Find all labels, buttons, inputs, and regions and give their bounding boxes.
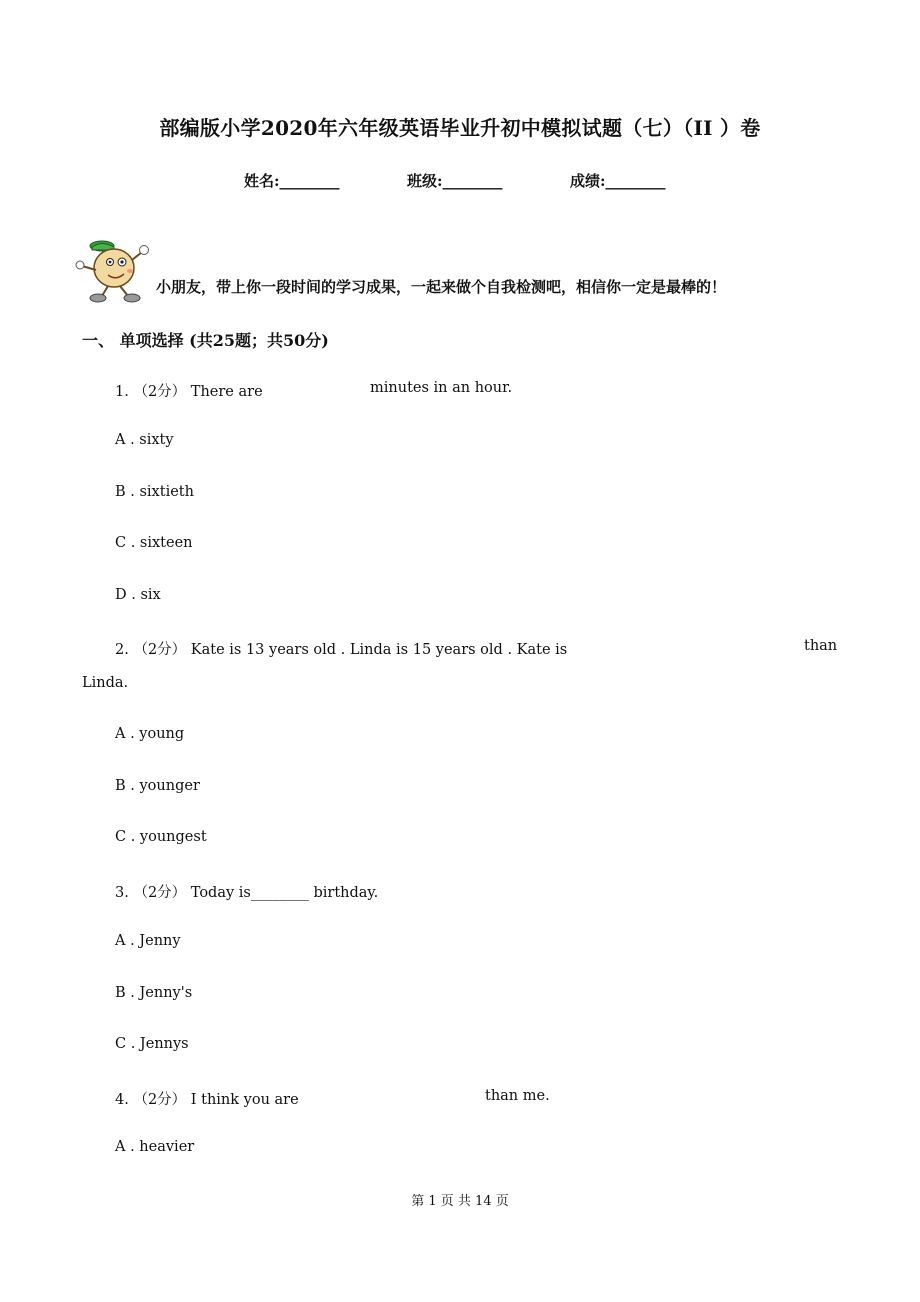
question-1-stem-end: minutes in an hour. bbox=[370, 380, 513, 396]
score-field: 成绩:________ bbox=[570, 172, 666, 190]
question-3-stem: 3. （2分） Today is________ birthday. bbox=[115, 885, 379, 901]
question-2-option-a: A . young bbox=[115, 726, 185, 742]
question-1-option-d: D . six bbox=[115, 587, 161, 603]
mascot-illustration bbox=[74, 238, 152, 304]
question-2-option-b: B . younger bbox=[115, 778, 200, 794]
question-4-stem-start: 4. （2分） I think you are bbox=[115, 1092, 299, 1108]
question-4-option-a: A . heavier bbox=[115, 1139, 195, 1155]
question-1-option-a: A . sixty bbox=[115, 432, 174, 448]
class-field: 班级:________ bbox=[407, 172, 503, 190]
intro-text: 小朋友，带上你一段时间的学习成果，一起来做个自我检测吧，相信你一定是最棒的！ bbox=[156, 278, 727, 296]
page-title: 部编版小学2020年六年级英语毕业升初中模拟试题（七）（II ）卷 bbox=[159, 116, 761, 140]
question-2-option-c: C . youngest bbox=[115, 829, 207, 845]
question-2-stem-start: 2. （2分） Kate is 13 years old . Linda is 15 years old . Kate is bbox=[115, 642, 568, 658]
page-footer: 第 1 页 共 14 页 bbox=[411, 1194, 509, 1209]
question-2-stem-mid: than bbox=[804, 638, 838, 654]
question-3-option-a: A . Jenny bbox=[115, 933, 181, 949]
question-1-stem-start: 1. （2分） There are bbox=[115, 384, 263, 400]
section-heading: 一、 单项选择 (共25题；共50分) bbox=[82, 331, 329, 350]
question-3-option-b: B . Jenny's bbox=[115, 985, 193, 1001]
question-4-stem-end: than me. bbox=[485, 1088, 550, 1104]
question-1-option-b: B . sixtieth bbox=[115, 484, 194, 500]
name-field: 姓名:________ bbox=[244, 172, 340, 190]
question-3-option-c: C . Jennys bbox=[115, 1036, 189, 1052]
question-2-stem-end: Linda. bbox=[82, 675, 129, 691]
question-1-option-c: C . sixteen bbox=[115, 535, 193, 551]
